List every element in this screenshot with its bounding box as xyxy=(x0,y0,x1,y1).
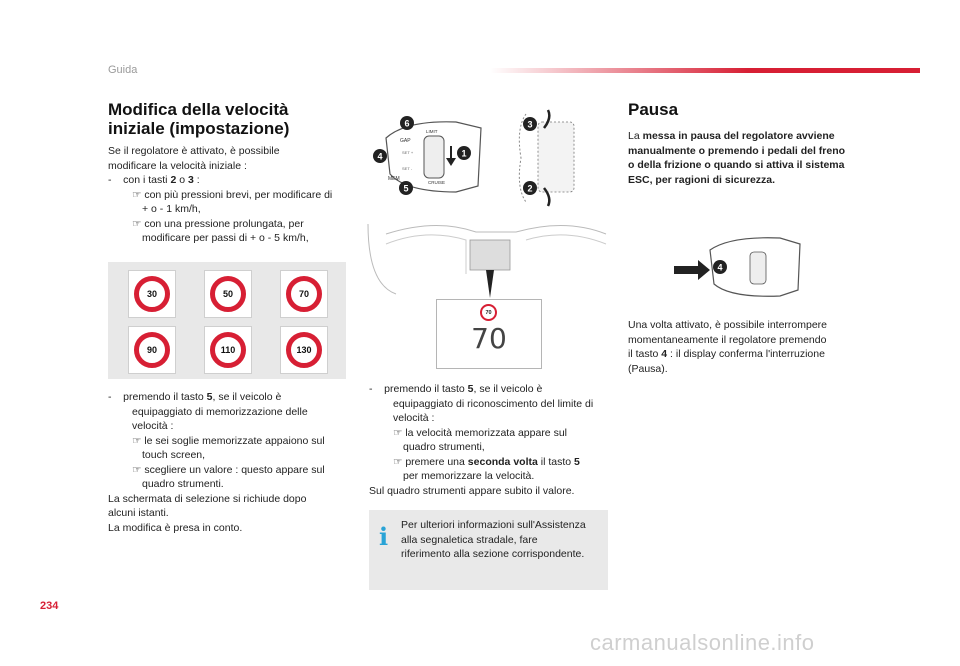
speed-sign-30: 30 xyxy=(134,276,170,312)
sub-item-cont: per memorizzare la velocità. xyxy=(403,470,535,482)
label-limit: LIMIT xyxy=(426,129,438,134)
title-line-2: iniziale (impostazione) xyxy=(108,119,290,138)
key-2: 2 xyxy=(170,174,177,186)
speed-sign-110: 110 xyxy=(210,332,246,368)
dash-outline xyxy=(368,224,396,294)
sign-cell xyxy=(280,326,328,374)
section-title-modifica xyxy=(108,100,348,138)
badge-6-icon xyxy=(400,116,414,130)
info-icon: i xyxy=(379,522,389,551)
list-item-cont: equipaggiato di memorizzazione delle xyxy=(132,405,308,418)
sub-item-cont: touch screen, xyxy=(142,449,206,461)
display-speed-sign: 70 xyxy=(480,304,497,321)
svg-text:4: 4 xyxy=(377,151,383,162)
info-note-text: Per ulteriori informazioni sull'Assistenza alla segnaletica stradale, fare riferimento alla sezione corrispondente. xyxy=(401,519,586,560)
key-4: 4 xyxy=(661,348,668,360)
sub-item-cont: quadro strumenti, xyxy=(403,441,485,453)
arrow-right-icon xyxy=(674,260,710,280)
intro-text xyxy=(108,144,348,246)
list-item-key5: - premendo il tasto 5, se il veicolo è xyxy=(108,391,282,403)
label-set-minus: SET - xyxy=(402,166,413,171)
svg-text:4: 4 xyxy=(717,262,723,273)
sub-item-cont: + o - 1 km/h, xyxy=(142,203,201,215)
label-cruise: CRUISE xyxy=(428,180,446,185)
badge-5-icon xyxy=(399,181,413,195)
badge-4-icon xyxy=(713,260,727,274)
sign-cell xyxy=(204,270,252,318)
speed-signs-panel xyxy=(108,262,346,379)
svg-text:2: 2 xyxy=(527,183,533,194)
sign-cell xyxy=(204,326,252,374)
sign-cell xyxy=(280,270,328,318)
cluster-display-zoom xyxy=(436,299,542,369)
key-5: 5 xyxy=(206,391,213,403)
section-title-pausa: Pausa xyxy=(628,100,679,119)
sub-item: ☞ premere una seconda volta il tasto 5 xyxy=(393,455,580,468)
title-line-1: Modifica della velocità xyxy=(108,100,289,119)
closing-line: Sul quadro strumenti appare subito il valore. xyxy=(369,484,575,497)
list-item-cont: velocità : xyxy=(393,412,435,424)
dash-outline xyxy=(386,225,606,234)
speed-sign-130: 130 xyxy=(286,332,322,368)
speed-sign-50: 50 xyxy=(210,276,246,312)
closing-line: alcuni istanti. xyxy=(108,507,169,519)
instrument-cluster-screen xyxy=(470,240,510,270)
side-view-stalk xyxy=(538,122,574,192)
badge-1-icon xyxy=(457,146,471,160)
stalk-wheel xyxy=(750,252,766,284)
intro-line: Se il regolatore è attivato, è possibile xyxy=(108,145,280,157)
list-item-key5: - premendo il tasto 5, se il veicolo è xyxy=(369,383,543,395)
display-speed-value: 70 xyxy=(471,322,507,355)
left-column xyxy=(108,100,348,246)
badge-2-icon xyxy=(523,181,537,195)
right-column xyxy=(628,100,868,187)
svg-text:6: 6 xyxy=(404,118,410,129)
section-header: Guida xyxy=(108,64,138,76)
badge-3-icon xyxy=(523,117,537,131)
stalk-wheel xyxy=(424,136,444,178)
sub-item-cont: quadro strumenti. xyxy=(142,478,224,490)
sign-cell xyxy=(128,270,176,318)
info-note-box xyxy=(369,510,608,590)
pausa-bold-text: La messa in pausa del regolatore avviene manualmente o premendo i pedali del freno o della frizione o quando si attiva il sistema ESC, per ragioni di sicurezza. xyxy=(628,130,846,186)
intro-line: modificare la velocità iniziale : xyxy=(108,159,247,172)
pausa-text: Una volta attivato, è possibile interrompere momentaneamente il regolatore premendo il tasto 4 : il display conferma l'interruzione (Pausa). xyxy=(628,319,828,375)
dash-outline xyxy=(386,235,466,274)
left-lower-text xyxy=(108,390,348,535)
dashboard-illustration xyxy=(366,214,616,304)
sub-item: ☞ con più pressioni brevi, per modificare di xyxy=(132,188,333,201)
speed-sign-90: 90 xyxy=(134,332,170,368)
closing-line: La modifica è presa in conto. xyxy=(108,521,243,534)
badge-4-icon xyxy=(373,149,387,163)
pointer-arrow-icon xyxy=(486,270,494,298)
closing-line: La schermata di selezione si richiude dopo xyxy=(108,492,307,505)
list-item-cont: equipaggiato di riconoscimento del limite di xyxy=(393,397,594,410)
page-number: 234 xyxy=(40,600,59,612)
dash-outline xyxy=(526,235,606,244)
sub-item: ☞ la velocità memorizzata appare sul xyxy=(393,426,567,439)
middle-text xyxy=(369,382,609,498)
sub-item: ☞ le sei soglie memorizzate appaiono sul xyxy=(132,434,325,447)
label-mem: MEM xyxy=(388,176,400,182)
key-3: 3 xyxy=(187,174,194,186)
list-item-keys: - con i tasti 2 o 3 : xyxy=(108,174,200,186)
svg-text:1: 1 xyxy=(461,148,467,159)
cruise-control-stalk-diagram xyxy=(366,108,616,208)
label-gap: GAP xyxy=(400,138,411,144)
sub-item: ☞ scegliere un valore : questo appare sul xyxy=(132,463,325,476)
pause-stalk-diagram xyxy=(650,232,810,304)
svg-text:3: 3 xyxy=(527,119,533,130)
sign-cell xyxy=(128,326,176,374)
list-item-cont: velocità : xyxy=(132,420,174,432)
label-set-plus: SET + xyxy=(402,150,414,155)
sub-item-cont: modificare per passi di + o - 5 km/h, xyxy=(142,232,309,244)
svg-text:5: 5 xyxy=(403,183,409,194)
sub-item: ☞ con una pressione prolungata, per xyxy=(132,217,304,230)
speed-sign-70: 70 xyxy=(286,276,322,312)
watermark: carmanualsonline.info xyxy=(590,630,815,655)
header-accent-bar xyxy=(490,68,920,73)
key-5: 5 xyxy=(467,383,474,395)
